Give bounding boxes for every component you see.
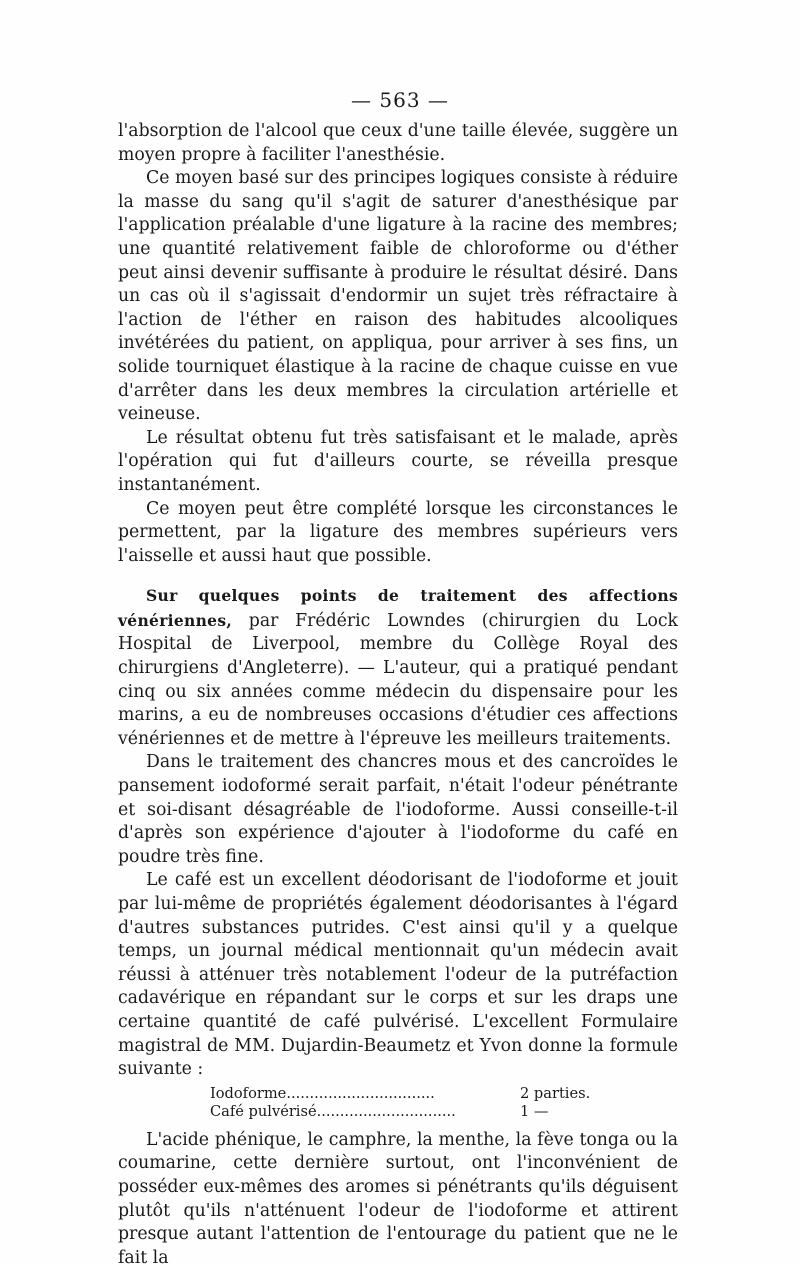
paragraph: Ce moyen basé sur des principes logiques consiste à réduire la masse du sang qu'il s'agit de saturer d'anesthésique par l'application préalable d'une ligature à la racine des membres; une quantité relativement faible de chloroforme ou d'éther peut ainsi devenir suffisante à produire le résultat désiré. Dans un cas où il s'agissait d'endormir un sujet très réfractaire à l'action de l'éther en raison des habitudes alcooliques invétérées du patient, on appliqua, pour arriver à ses fins, un solide tourniquet élastique à la racine de chaque cuisse en vue d'arrêter dans les deux membres la circulation artérielle et veineuse.	[118, 168, 678, 425]
formula-quantity: 1 —	[520, 1102, 549, 1120]
body-text	[118, 120, 678, 1270]
section-byline: par Frédéric Lowndes (chirurgien du Lock Hospital de Liverpool, membre du Collège Royal des chirurgiens d'Angleterre). — L'auteur, qui a pratiqué pendant cinq ou six années comme médecin du dispensaire pour les marins, a eu de nombreuses occasions d'étudier ces affections vénériennes et de mettre à l'épreuve les meilleurs traitements.	[118, 610, 679, 749]
paragraph: Le résultat obtenu fut très satisfaisant et le malade, après l'opération qui fut d'ailleurs courte, se réveilla presque instantanément.	[118, 427, 678, 495]
formula-quantity: 2 parties.	[520, 1084, 591, 1102]
formula-ingredient: Iodoforme................................	[210, 1084, 435, 1102]
paragraph: Ce moyen peut être complété lorsque les circonstances le permettent, par la ligature des membres supérieurs vers l'aisselle et aussi haut que possible.	[118, 498, 678, 566]
paragraph: Le café est un excellent déodorisant de l'iodoforme et jouit par lui-même de propriétés également déodorisantes à l'égard d'autres substances putrides. C'est ainsi qu'il y a quelque temps, un journal médical mentionnait qu'un médecin avait réussi à atténuer très notablement l'odeur de la putréfaction cadavérique en répandant sur le corps et sur les draps une certaine quantité de café pulvérisé. L'excellent Formulaire magistral de MM. Dujardin-Beaumetz et Yvon donne la formule suivante :	[118, 870, 678, 1080]
paragraph: Dans le traitement des chancres mous et des cancroïdes le pansement iodoformé serait parfait, n'était l'odeur pénétrante et soi-disant désagréable de l'iodoforme. Aussi conseille-t-il d'après son expérience d'ajouter à l'iodoforme du café en poudre très fine.	[118, 752, 678, 867]
paragraph: L'acide phénique, le camphre, la menthe, la fève tonga ou la coumarine, cette dernière surtout, ont l'inconvénient de posséder eux-mêmes des aromes si pénétrants qu'ils déguisent plutôt qu'ils n'atténuent l'odeur de l'iodoforme et attirent presque autant l'attention de l'entourage du patient que ne le fait la	[118, 1129, 678, 1268]
formula	[118, 1085, 678, 1121]
section-heading: Sur quelques points de traitement des affections vénériennes,	[118, 586, 678, 630]
page-number: — 563 —	[351, 88, 449, 112]
paragraph: l'absorption de l'alcool que ceux d'une taille élevée, suggère un moyen propre à faciliter l'anesthésie.	[118, 121, 678, 165]
formula-ingredient: Café pulvérisé..............................	[210, 1102, 456, 1120]
formula-row	[118, 1103, 678, 1121]
section-paragraph	[118, 584, 678, 751]
formula-row	[118, 1085, 678, 1103]
